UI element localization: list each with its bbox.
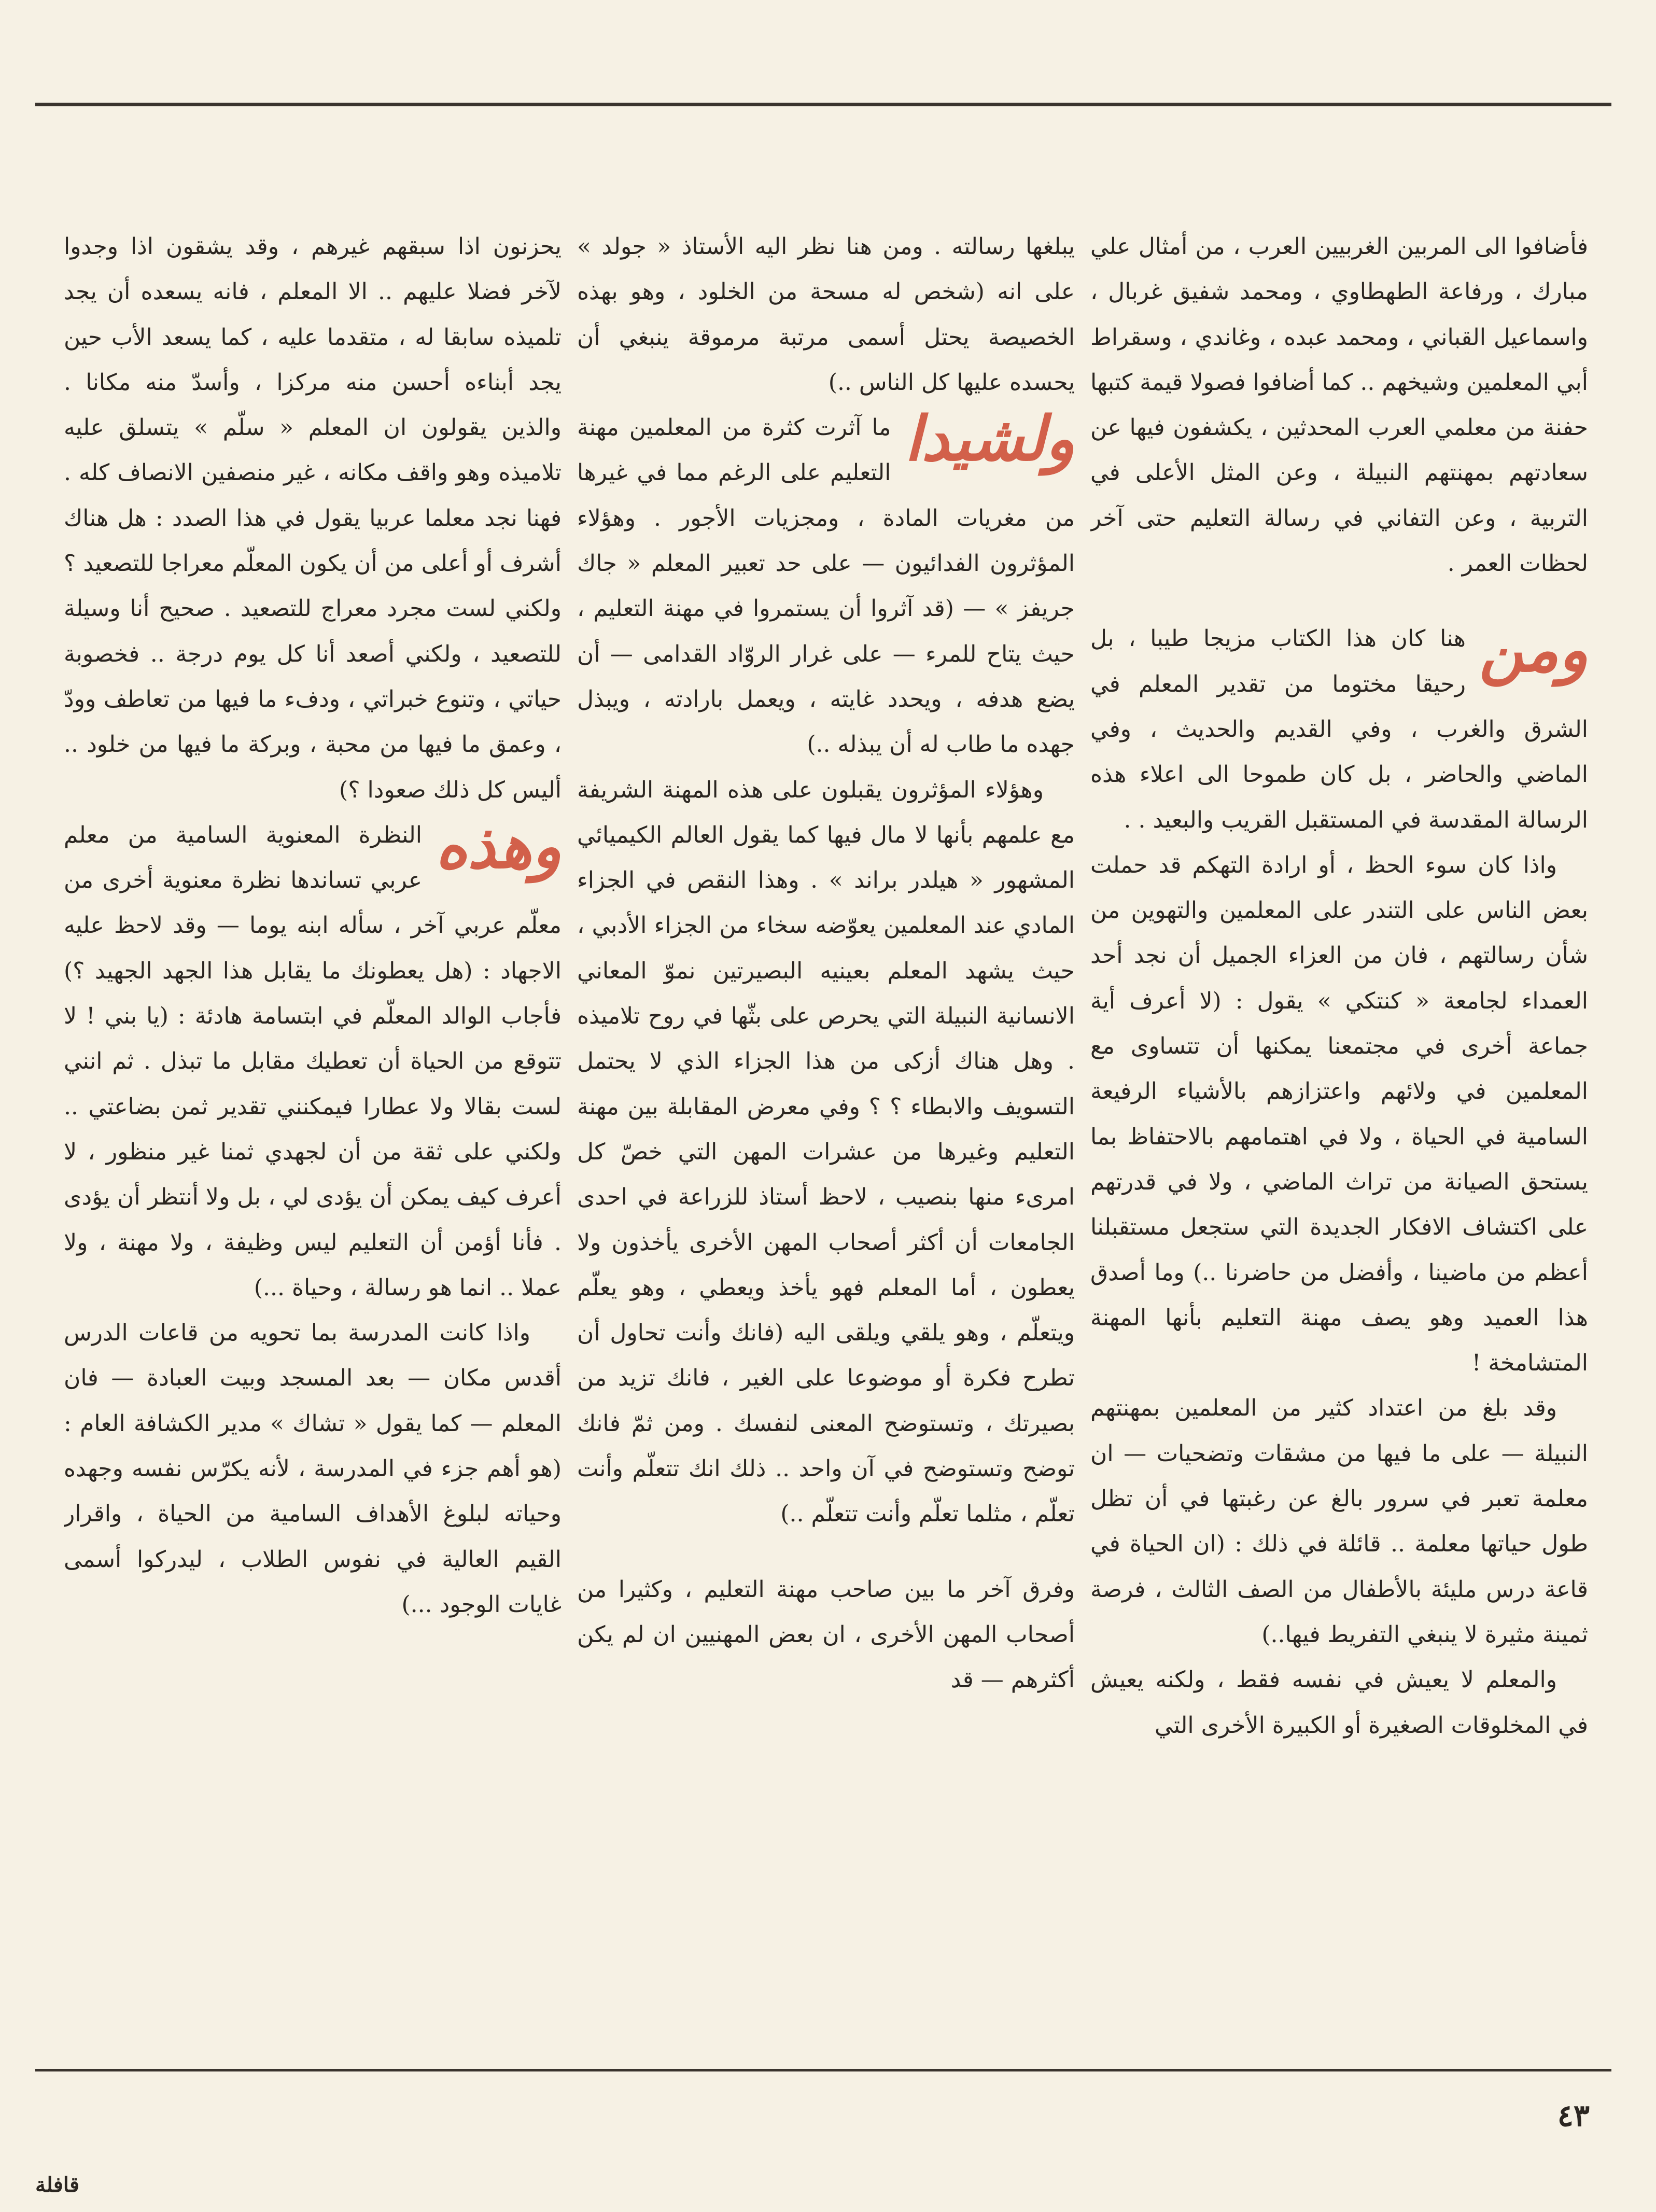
paragraph: وفرق آخر ما بين صاحب مهنة التعليم ، وكثيرا من أصحاب المهن الأخرى ، ان بعض المهنيين ان لم يكن أكثرهم — قد	[577, 1576, 1075, 1693]
paragraph: واذا كان سوء الحظ ، أو ارادة التهكم قد حملت بعض الناس على التندر على المعلمين والتهوين من شأن رسالتهم ، فان من العزاء الجميل أن نجد أحد العمداء لجامعة « كنتكي » يقول : (لا أعرف أية جماعة أخرى في مجتمعنا يمكنها أن تتساوى مع المعلمين في ولائهم واعتزازهم بالأشياء الرفيعة السامية في الحياة ، ولا في اهتمامهم بالاحتفاظ بما يستحق الصيانة من تراث الماضي ، ولا في قدرتهم على اكتشاف الافكار الجديدة التي ستجعل مستقبلنا أعظم من ماضينا ، وأفضل من حاضرنا ..) وما أصدق هذا العميد وهو يصف مهنة التعليم بأنها المهنة المتشامخة !	[1090, 851, 1588, 1377]
text-column-left	[64, 224, 562, 1987]
paragraph: وهؤلاء المؤثرون يقبلون على هذه المهنة الشريفة مع علمهم بأنها لا مال فيها كما يقول العالم الكيميائي المشهور « هيلدر براند » . وهذا النقص في الجزاء المادي عند المعلمين يعوّضه سخاء من الجزاء الأدبي ، حيث يشهد المعلم بعينيه البصيرتين نموّ المعاني الانسانية النبيلة التي يحرص على بثّها في روح تلاميذه . وهل هناك أزكى من هذا الجزاء الذي لا يحتمل التسويف والابطاء ؟ ؟ وفي معرض المقابلة بين مهنة التعليم وغيرها من عشرات المهن التي خصّ كل امرىء منها بنصيب ، لاحظ أستاذ للزراعة في احدى الجامعات أن أكثر أصحاب المهن الأخرى يأخذون ولا يعطون ، أما المعلم فهو يأخذ ويعطي ، وهو يعلّم ويتعلّم ، وهو يلقي ويلقى اليه (فانك وأنت تحاول أن تطرح فكرة أو موضوعا على الغير ، فانك تزيد من بصيرتك ، وتستوضح المعنى لنفسك . ومن ثمّ فانك توضح وتستوضح في آن واحد .. ذلك انك تتعلّم وأنت تعلّم ، مثلما تعلّم وأنت تتعلّم ..)	[577, 776, 1075, 1528]
paragraph-gap	[577, 1537, 1075, 1567]
paragraph: النظرة المعنوية السامية من معلم عربي تساندها نظرة معنوية أخرى من معلّم عربي آخر ، سأله ابنه يوما — وقد لاحظ عليه الاجهاد : (هل يعطونك ما يقابل هذا الجهد الجهيد ؟) فأجاب الوالد المعلّم في ابتسامة هادئة : (يا بني ! لا تتوقع من الحياة أن تعطيك مقابل ما تبذل . ثم انني لست بقالا ولا عطارا فيمكنني تقدير ثمن بضاعتي .. ولكني على ثقة من أن لجهدي ثمنا غير منظور ، لا أعرف كيف يمكن أن يؤدى لي ، بل ولا أنتظر أن يؤدى . فأنا أؤمن أن التعليم ليس وظيفة ، ولا مهنة ، ولا عملا .. انما هو رسالة ، وحياة ...)	[64, 821, 562, 1301]
text-column-right	[1090, 224, 1588, 1987]
decorative-initial-word: وهذه	[436, 809, 562, 882]
decorative-initial-word: ولشيدا	[904, 402, 1075, 475]
page-number: ٤٣	[1557, 2098, 1590, 2133]
paragraph: والمعلم لا يعيش في نفسه فقط ، ولكنه يعيش في المخلوقات الصغيرة أو الكبيرة الأخرى التي	[1090, 1667, 1588, 1739]
header-rule	[35, 103, 1611, 106]
paragraph: هنا كان هذا الكتاب مزيجا طيبا ، بل رحيقا مختوما من تقدير المعلم في الشرق والغرب ، وفي القديم والحديث ، وفي الماضي والحاضر ، بل كان طموحا الى اعلاء هذه الرسالة المقدسة في المستقبل القريب والبعيد . .	[1090, 625, 1588, 833]
footer-rule	[35, 2069, 1611, 2071]
decorative-initial-word: ومن	[1479, 613, 1588, 686]
paragraph: ما آثرت كثرة من المعلمين مهنة التعليم على الرغم مما في غيرها من مغريات المادة ، ومجزيات الأجور . وهؤلاء المؤثرون الفدائيون — على حد تعبير المعلم « جاك جريفز » — (قد آثروا أن يستمروا في مهنة التعليم ، حيث يتاح للمرء — على غرار الروّاد القدامى — أن يضع هدفه ، ويحدد غايته ، ويعمل بارادته ، ويبذل جهده ما طاب له أن يبذله ..)	[577, 414, 1075, 758]
magazine-name: قافلة	[35, 2173, 80, 2197]
text-column-middle	[577, 224, 1075, 1987]
paragraph: واذا كانت المدرسة بما تحويه من قاعات الدرس أقدس مكان — بعد المسجد وبيت العبادة — فان المعلم — كما يقول « تشاك » مدير الكشافة العام : (هو أهم جزء في المدرسة ، لأنه يكرّس نفسه وجهده وحياته لبلوغ الأهداف السامية من الحياة ، واقرار القيم العالية في نفوس الطلاب ، ليدركوا أسمى غايات الوجود ...)	[64, 1320, 562, 1618]
paragraph: وقد بلغ من اعتداد كثير من المعلمين بمهنتهم النبيلة — على ما فيها من مشقات وتضحيات — ان معلمة تعبر في سرور بالغ عن رغبتها في أن تظل طول حياتها معلمة .. قائلة في ذلك : (ان الحياة في قاعة درس مليئة بالأطفال من الصف الثالث ، فرصة ثمينة مثيرة لا ينبغي التفريط فيها..)	[1090, 1395, 1588, 1648]
paragraph: يبلغها رسالته . ومن هنا نظر اليه الأستاذ « جولد » على انه (شخص له مسحة من الخلود ، وهو بهذه الخصيصة يحتل أسمى مرتبة مرموقة ينبغي أن يحسده عليها كل الناس ..)	[577, 233, 1075, 396]
paragraph: يحزنون اذا سبقهم غيرهم ، وقد يشقون اذا وجدوا لآخر فضلا عليهم .. الا المعلم ، فانه يسعده أن يجد تلميذه سابقا له ، متقدما عليه ، كما يسعد الأب حين يجد أبناءه أحسن منه مركزا ، وأسدّ منه مكانا . والذين يقولون ان المعلم « سلّم » يتسلق عليه تلاميذه وهو واقف مكانه ، غير منصفين الانصاف كله . فهنا نجد معلما عربيا يقول في هذا الصدد : هل هناك أشرف أو أعلى من أن يكون المعلّم معراجا للتصعيد ؟ ولكني لست مجرد معراج للتصعيد . صحيح أنا وسيلة للتصعيد ، ولكني أصعد أنا كل يوم درجة .. فخصوبة حياتي ، وتنوع خبراتي ، ودفء ما فيها من تعاطف وودّ ، وعمق ما فيها من محبة ، وبركة ما فيها من خلود .. أليس كل ذلك صعودا ؟)	[64, 233, 562, 803]
paragraph: فأضافوا الى المربين الغربيين العرب ، من أمثال علي مبارك ، ورفاعة الطهطاوي ، ومحمد شفيق غربال ، واسماعيل القباني ، ومحمد عبده ، وغاندي ، وسقراط أبي المعلمين وشيخهم .. كما أضافوا فصولا قيمة كتبها حفنة من معلمي العرب المحدثين ، يكشفون فيها عن سعادتهم بمهنتهم النبيلة ، وعن المثل الأعلى في التربية ، وعن التفاني في رسالة التعليم حتى آخر لحظات العمر .	[1090, 233, 1588, 577]
paragraph-gap	[1090, 586, 1588, 616]
